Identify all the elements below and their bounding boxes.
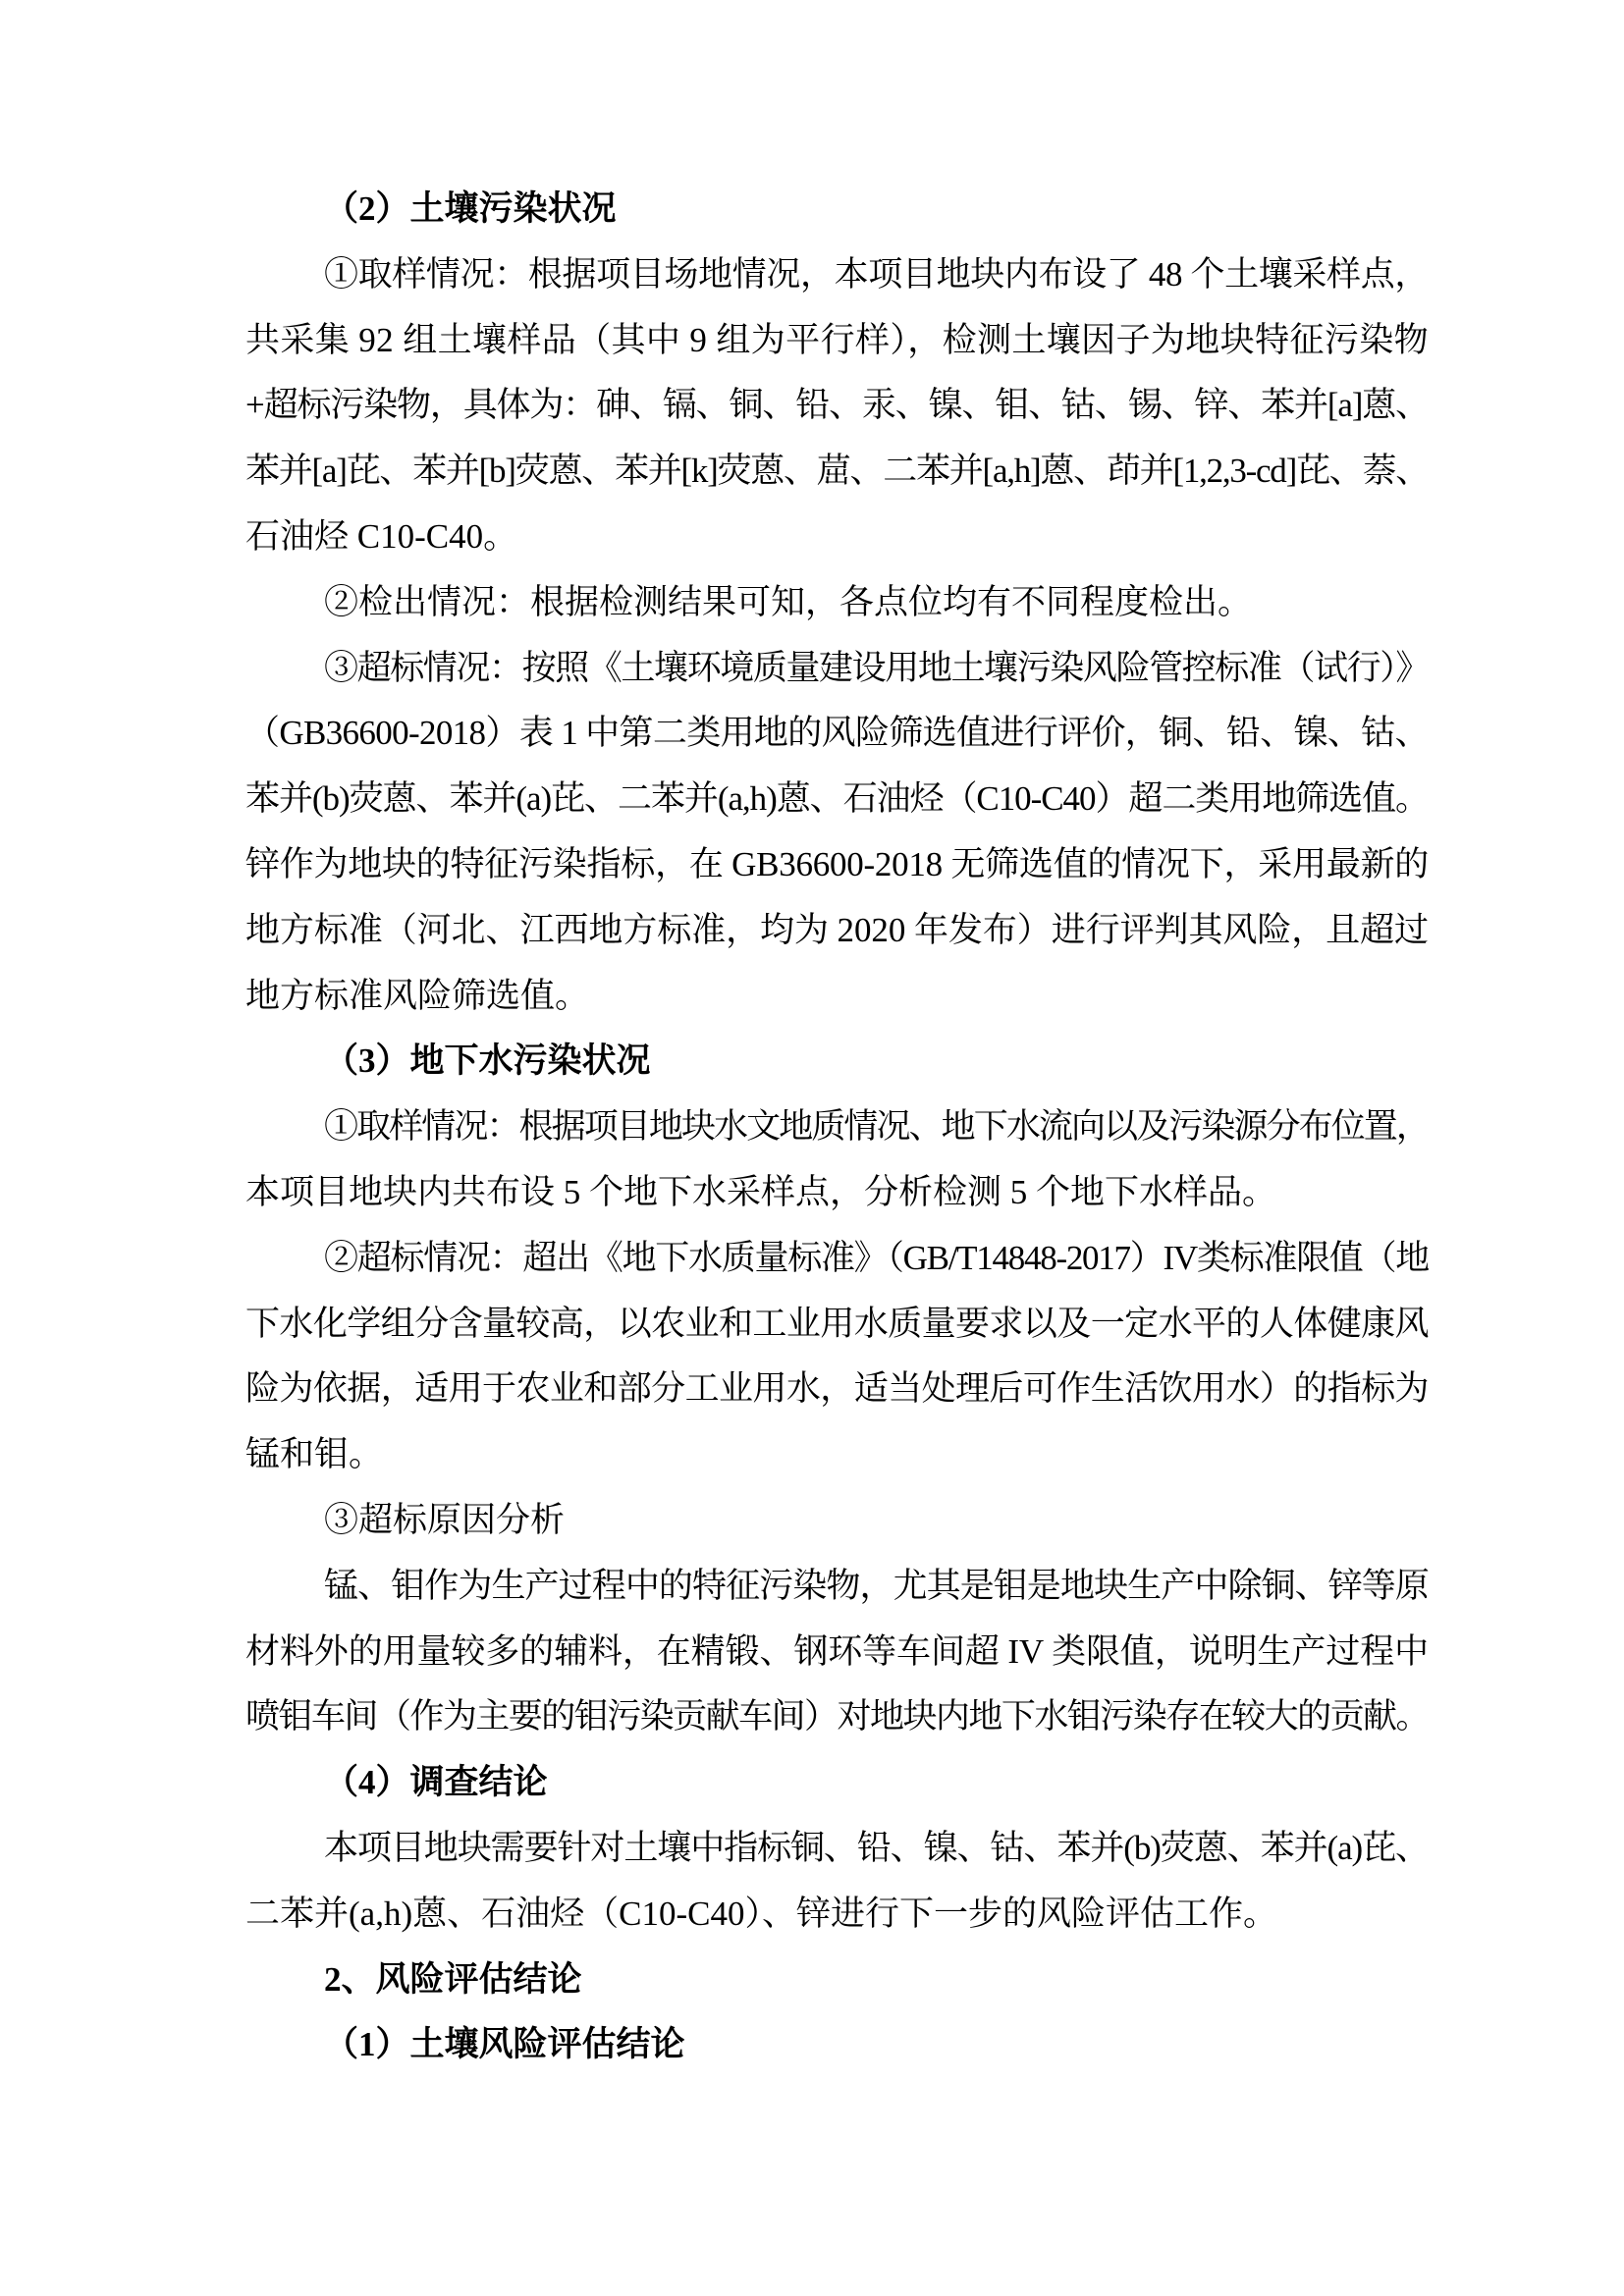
- paragraph: [245, 1554, 1429, 1750]
- text-line: [245, 1160, 1429, 1226]
- section-heading: [245, 2012, 1429, 2078]
- heading-text: [245, 2012, 1429, 2078]
- paragraph: [245, 570, 1429, 636]
- text-run: 锰和钼。: [245, 1435, 384, 1474]
- text-run: 地方标准风险筛选值。: [245, 976, 590, 1015]
- text-run: （3）地下水污染状况: [324, 1041, 651, 1081]
- paragraph: [245, 1226, 1429, 1488]
- heading-text: [245, 1948, 1429, 2013]
- text-line: [245, 1816, 1429, 1882]
- text-run: 苯并[a]芘、苯并[b]荧蒽、苯并[k]荧蒽、䓛、二苯并[a,h]蒽、茚并[1,2,3-cd]芘、萘、: [245, 452, 1429, 491]
- text-run: +超标污染物，具体为：砷、镉、铜、铅、汞、镍、钼、钴、锡、锌、苯并[a]蒽、: [245, 386, 1429, 425]
- text-line: [245, 570, 1429, 636]
- text-run: （2）土壤污染状况: [324, 189, 617, 228]
- text-line: [245, 505, 1429, 570]
- text-run: 本项目地块内共布设 5 个地下水采样点，分析检测 5 个地下水样品。: [245, 1172, 1277, 1211]
- text-run: 本项目地块需要针对土壤中指标铜、铅、镍、钴、苯并(b)荧蒽、苯并(a)芘、: [324, 1828, 1429, 1867]
- text-run: （1）土壤风险评估结论: [324, 2025, 685, 2064]
- paragraph: [245, 242, 1429, 570]
- text-line: [245, 1226, 1429, 1292]
- text-run: 石油烃 C10-C40。: [245, 516, 518, 556]
- text-line: [245, 1292, 1429, 1358]
- heading-text: [245, 1750, 1429, 1816]
- text-line: [245, 1684, 1429, 1750]
- text-line: [245, 1422, 1429, 1488]
- text-line: [245, 701, 1429, 767]
- text-run: 锌作为地块的特征污染指标，在 GB36600-2018 无筛选值的情况下，采用最新的: [245, 844, 1429, 883]
- text-line: [245, 1095, 1429, 1160]
- text-run: ③超标原因分析: [324, 1500, 566, 1539]
- paragraph: [245, 1095, 1429, 1226]
- paragraph: [245, 1488, 1429, 1554]
- section-heading: [245, 1750, 1429, 1816]
- section-heading: [245, 1948, 1429, 2013]
- text-run: （GB36600-2018）表 1 中第二类用地的风险筛选值进行评价，铜、铅、镍、钴、: [245, 714, 1429, 753]
- text-line: [245, 373, 1429, 439]
- text-line: [245, 636, 1429, 702]
- text-run: 苯并(b)荧蒽、苯并(a)芘、二苯并(a,h)蒽、石油烃（C10-C40）超二类用地筛选值。: [245, 779, 1429, 819]
- text-line: [245, 1488, 1429, 1554]
- section-heading: [245, 177, 1429, 242]
- text-line: [245, 767, 1429, 832]
- paragraph: [245, 636, 1429, 1030]
- text-line: [245, 964, 1429, 1030]
- text-run: 二苯并(a,h)蒽、石油烃（C10-C40）、锌进行下一步的风险评估工作。: [245, 1894, 1277, 1933]
- paragraph: [245, 1816, 1429, 1948]
- text-run: ①取样情况：根据项目地块水文地质情况、地下水流向以及污染源分布位置，: [324, 1107, 1429, 1147]
- text-line: [245, 242, 1429, 308]
- text-run: 险为依据，适用于农业和部分工业用水，适当处理后可作生活饮用水）的指标为: [245, 1369, 1429, 1409]
- text-run: 下水化学组分含量较高，以农业和工业用水质量要求以及一定水平的人体健康风: [245, 1304, 1429, 1343]
- text-line: [245, 1554, 1429, 1620]
- section-heading: [245, 1029, 1429, 1095]
- text-run: 喷钼车间（作为主要的钼污染贡献车间）对地块内地下水钼污染存在较大的贡献。: [245, 1697, 1429, 1736]
- heading-text: [245, 177, 1429, 242]
- text-line: [245, 439, 1429, 505]
- text-line: [245, 308, 1429, 374]
- text-line: [245, 1357, 1429, 1422]
- text-run: ②超标情况：超出《地下水质量标准》（GB/T14848-2017）IV类标准限值（地: [324, 1238, 1429, 1277]
- text-run: （4）调查结论: [324, 1763, 548, 1802]
- text-line: [245, 1620, 1429, 1685]
- text-run: 共采集 92 组土壤样品（其中 9 组为平行样），检测土壤因子为地块特征污染物: [245, 320, 1429, 359]
- text-run: 锰、钼作为生产过程中的特征污染物，尤其是钼是地块生产中除铜、锌等原: [324, 1566, 1429, 1605]
- heading-text: [245, 1029, 1429, 1095]
- text-line: [245, 898, 1429, 964]
- text-run: 2、风险评估结论: [324, 1959, 582, 1999]
- text-run: 材料外的用量较多的辅料，在精锻、钢环等车间超 IV 类限值，说明生产过程中: [245, 1631, 1429, 1671]
- text-run: ③超标情况：按照《土壤环境质量建设用地土壤污染风险管控标准（试行）》: [324, 648, 1429, 687]
- document-body: [245, 177, 1429, 2078]
- text-line: [245, 1882, 1429, 1948]
- text-line: [245, 832, 1429, 898]
- text-run: 地方标准（河北、江西地方标准，均为 2020 年发布）进行评判其风险，且超过: [245, 910, 1429, 949]
- text-run: ②检出情况：根据检测结果可知，各点位均有不同程度检出。: [324, 582, 1253, 621]
- text-run: ①取样情况：根据项目场地情况，本项目地块内布设了 48 个土壤采样点，: [324, 254, 1429, 294]
